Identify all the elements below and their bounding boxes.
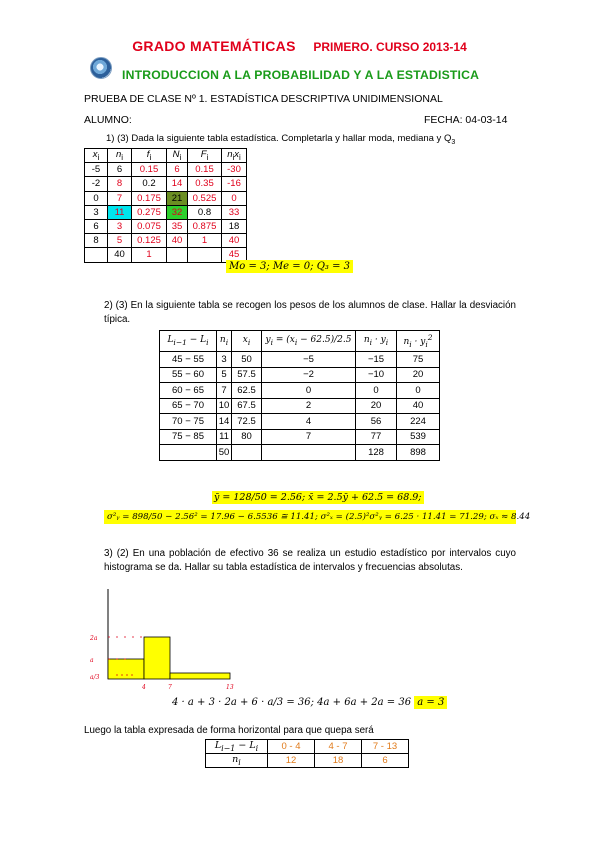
cell: 7 bbox=[108, 191, 132, 205]
x-tick-label: 4 bbox=[142, 684, 146, 691]
q3-horizontal-table bbox=[205, 739, 409, 768]
table-row bbox=[160, 429, 440, 445]
cell: 4 bbox=[262, 414, 356, 430]
cell: 0.35 bbox=[188, 177, 222, 191]
header-yi: $y_i = (x_i - 62.5)/2.5$ bbox=[262, 331, 356, 352]
cell: 20 bbox=[397, 367, 440, 383]
cell: 0 - 4 bbox=[268, 740, 315, 754]
histogram-bar bbox=[170, 673, 230, 679]
cell: 0 bbox=[397, 383, 440, 399]
test-title: PRUEBA DE CLASE Nº 1. ESTADÍSTICA DESCRIPTIVA UNIDIMENSIONAL bbox=[84, 93, 443, 105]
y-tick-label: a bbox=[90, 657, 94, 664]
cell: 0.8 bbox=[188, 205, 222, 219]
header-interval: $L_{i-1} - L_i$ bbox=[160, 331, 217, 352]
q2-grouped-table bbox=[159, 330, 440, 461]
cell: 7 bbox=[262, 429, 356, 445]
cell: −2 bbox=[262, 367, 356, 383]
cell bbox=[167, 248, 188, 262]
cell: 20 bbox=[356, 398, 397, 414]
cell: 35 bbox=[167, 219, 188, 233]
header-nixi: $n_ix_i$ bbox=[222, 149, 247, 163]
cell: 0 bbox=[222, 191, 247, 205]
table-row bbox=[85, 205, 247, 219]
cell: 0.15 bbox=[132, 163, 167, 177]
cell: 65 − 70 bbox=[160, 398, 217, 414]
cell: 14 bbox=[217, 414, 232, 430]
q1-frequency-table bbox=[84, 148, 247, 263]
table-row bbox=[85, 177, 247, 191]
header-niyi: $n_i \cdot y_i$ bbox=[356, 331, 397, 352]
cell bbox=[160, 445, 217, 461]
header-fi: $f_i$ bbox=[132, 149, 167, 163]
cell: 60 − 65 bbox=[160, 383, 217, 399]
cell: −5 bbox=[262, 352, 356, 368]
header-niyi2: $n_i \cdot y_i^2$ bbox=[397, 331, 440, 352]
header-Fi: $F_i$ bbox=[188, 149, 222, 163]
q3-conclusion: Luego la tabla expresada de forma horizontal para que quepa será bbox=[84, 725, 374, 736]
course-label: PRIMERO. CURSO 2013-14 bbox=[313, 40, 467, 54]
cell: 0.15 bbox=[188, 163, 222, 177]
header-xi: $x_i$ bbox=[85, 149, 108, 163]
cell: 40 bbox=[397, 398, 440, 414]
cell: 8 bbox=[85, 234, 108, 248]
cell: 56 bbox=[356, 414, 397, 430]
cell bbox=[232, 445, 262, 461]
cell: 0.075 bbox=[132, 219, 167, 233]
cell: 0.525 bbox=[188, 191, 222, 205]
cell: 7 - 13 bbox=[362, 740, 409, 754]
cell-highlighted: 11 bbox=[108, 205, 132, 219]
cell: 6 bbox=[167, 163, 188, 177]
table-row bbox=[85, 191, 247, 205]
cell: 6 bbox=[85, 219, 108, 233]
cell: 0 bbox=[356, 383, 397, 399]
q1-result: Mo = 3; Me = 0; Q₃ = 3 bbox=[226, 260, 353, 273]
cell: 77 bbox=[356, 429, 397, 445]
cell-highlighted: 21 bbox=[167, 191, 188, 205]
cell: 40 bbox=[108, 248, 132, 262]
cell: 12 bbox=[268, 753, 315, 767]
cell: 45 − 55 bbox=[160, 352, 217, 368]
cell: -16 bbox=[222, 177, 247, 191]
cell: -5 bbox=[85, 163, 108, 177]
cell: 0.275 bbox=[132, 205, 167, 219]
cell: -2 bbox=[85, 177, 108, 191]
cell: 224 bbox=[397, 414, 440, 430]
cell: 18 bbox=[315, 753, 362, 767]
x-tick-label: 13 bbox=[226, 684, 234, 691]
cell: 50 bbox=[232, 352, 262, 368]
q3-equation-result: a = 3 bbox=[414, 696, 447, 709]
university-logo-icon bbox=[90, 57, 112, 79]
header-xi: $x_i$ bbox=[232, 331, 262, 352]
y-tick-label: 2a bbox=[90, 635, 98, 642]
header-ni: $n_i$ bbox=[217, 331, 232, 352]
cell: 4 - 7 bbox=[315, 740, 362, 754]
cell: 67.5 bbox=[232, 398, 262, 414]
cell: 57.5 bbox=[232, 367, 262, 383]
table-row bbox=[160, 414, 440, 430]
cell: 0 bbox=[85, 191, 108, 205]
cell-highlighted: 32 bbox=[167, 205, 188, 219]
cell: 3 bbox=[85, 205, 108, 219]
cell: −10 bbox=[356, 367, 397, 383]
cell: 6 bbox=[108, 163, 132, 177]
cell: 0.175 bbox=[132, 191, 167, 205]
question-2-prompt: 2) (3) En la siguiente tabla se recogen los pesos de los alumnos de clase. Hallar la desviación típica. bbox=[104, 300, 516, 325]
cell: 898 bbox=[397, 445, 440, 461]
cell: 0.875 bbox=[188, 219, 222, 233]
cell: 80 bbox=[232, 429, 262, 445]
table-header-row bbox=[160, 331, 440, 352]
cell: 6 bbox=[362, 753, 409, 767]
q2-mean-result: ȳ = 128/50 = 2.56; x̄ = 2.5ȳ + 62.5 = 68.9; bbox=[214, 492, 422, 503]
x-tick-label: 7 bbox=[168, 684, 172, 691]
cell: 18 bbox=[222, 219, 247, 233]
date-label: FECHA: 04-03-14 bbox=[424, 114, 508, 126]
cell: −15 bbox=[356, 352, 397, 368]
cell: 0 bbox=[262, 383, 356, 399]
subject-title: INTRODUCCION A LA PROBABILIDAD Y A LA ESTADISTICA bbox=[122, 68, 480, 82]
histogram-bar bbox=[144, 637, 170, 679]
cell: 50 bbox=[217, 445, 232, 461]
document-header bbox=[0, 38, 599, 54]
cell: 45 bbox=[222, 248, 247, 262]
header-ni: $n_i$ bbox=[108, 149, 132, 163]
histogram bbox=[86, 585, 246, 695]
cell: 3 bbox=[108, 219, 132, 233]
cell: 1 bbox=[188, 234, 222, 248]
cell: 10 bbox=[217, 398, 232, 414]
cell bbox=[262, 445, 356, 461]
table-total-row bbox=[85, 248, 247, 262]
cell: 75 bbox=[397, 352, 440, 368]
table-header-row bbox=[85, 149, 247, 163]
cell: 0.125 bbox=[132, 234, 167, 248]
cell: 75 − 85 bbox=[160, 429, 217, 445]
row-label-interval: $L_{i-1} - L_i$ bbox=[206, 740, 268, 754]
table-row bbox=[85, 234, 247, 248]
cell: 70 − 75 bbox=[160, 414, 217, 430]
cell: 14 bbox=[167, 177, 188, 191]
cell: 0.2 bbox=[132, 177, 167, 191]
q3-equation: 4 · a + 3 · 2a + 6 · a/3 = 36; 4a + 6a + 2a = 36 a = 3 bbox=[172, 697, 447, 708]
q2-variance-result: σ²ᵧ = 898/50 − 2.56² = 17.96 − 6.5536 ≅ 11.41; σ²ₓ = (2.5)²σ²ᵧ = 6.25 · 11.41 = 71.29; σₓ ≈ 8.44 bbox=[104, 510, 516, 524]
degree-title: GRADO MATEMÁTICAS bbox=[132, 38, 296, 54]
cell: 5 bbox=[108, 234, 132, 248]
student-label: ALUMNO: bbox=[84, 114, 132, 126]
cell: 128 bbox=[356, 445, 397, 461]
table-row bbox=[160, 398, 440, 414]
cell: 3 bbox=[217, 352, 232, 368]
cell: 7 bbox=[217, 383, 232, 399]
question-1-prompt: 1) (3) Dada la siguiente tabla estadística. Completarla y hallar moda, mediana y $Q_3$ bbox=[106, 133, 456, 146]
cell: 2 bbox=[262, 398, 356, 414]
cell: 11 bbox=[217, 429, 232, 445]
cell: 5 bbox=[217, 367, 232, 383]
cell: 72.5 bbox=[232, 414, 262, 430]
cell: 539 bbox=[397, 429, 440, 445]
cell: 8 bbox=[108, 177, 132, 191]
row-label-ni: $n_i$ bbox=[206, 753, 268, 767]
cell: 40 bbox=[167, 234, 188, 248]
cell: 62.5 bbox=[232, 383, 262, 399]
table-row bbox=[160, 383, 440, 399]
question-3-prompt: 3) (2) En una población de efectivo 36 se realiza un estudio estadístico por intervalos cuyo histograma se da. Hallar su tabla estadística de intervalos y frecuencias absolutas. bbox=[104, 548, 516, 573]
header-Ni: $N_i$ bbox=[167, 149, 188, 163]
cell: 40 bbox=[222, 234, 247, 248]
cell: 33 bbox=[222, 205, 247, 219]
table-row bbox=[160, 352, 440, 368]
table-total-row bbox=[160, 445, 440, 461]
table-row bbox=[206, 740, 409, 754]
cell bbox=[85, 248, 108, 262]
cell bbox=[188, 248, 222, 262]
y-tick-label: a/3 bbox=[90, 674, 100, 681]
table-row bbox=[206, 753, 409, 767]
cell: 55 − 60 bbox=[160, 367, 217, 383]
table-row bbox=[160, 367, 440, 383]
table-row bbox=[85, 163, 247, 177]
cell: 1 bbox=[132, 248, 167, 262]
cell: -30 bbox=[222, 163, 247, 177]
table-row bbox=[85, 219, 247, 233]
histogram-bar bbox=[108, 659, 144, 679]
